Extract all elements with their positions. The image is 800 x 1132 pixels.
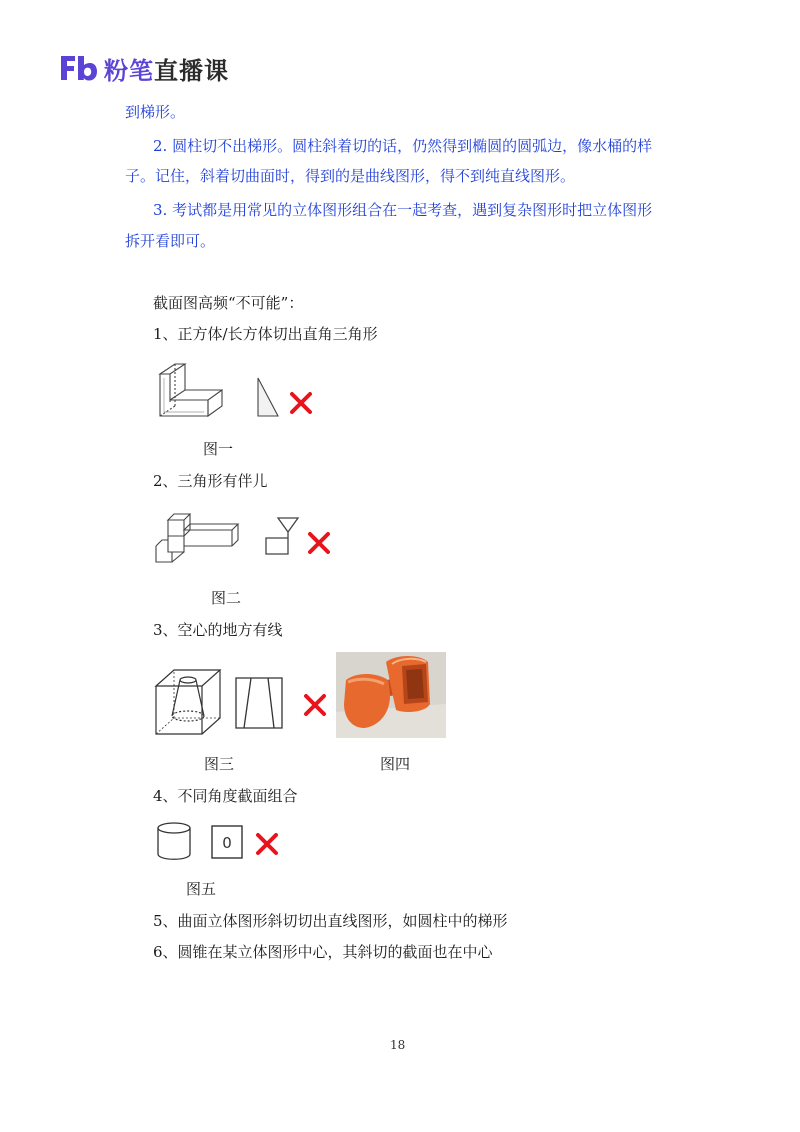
figure-2-illustration <box>150 510 340 570</box>
cube-arrangement-icon <box>156 514 238 562</box>
page-number: 18 <box>390 1038 406 1052</box>
note-item3-line2: 拆开看即可。 <box>125 232 216 250</box>
figure-1-illustration <box>150 360 330 420</box>
logo-wordmark <box>104 51 229 86</box>
point-4: 4、不同角度截面组合 <box>153 787 298 805</box>
section-heading: 截面图高频“不可能”： <box>153 294 304 312</box>
cross-mark-icon-2 <box>310 534 328 552</box>
point-2: 2、三角形有伴儿 <box>153 472 268 490</box>
point-6: 6、圆锥在某立体图形中心，其斜切的截面也在中心 <box>153 943 493 961</box>
brand-logo <box>58 50 229 86</box>
trapezoid-cross-section-icon <box>236 678 282 728</box>
caption-fig3: 图三 <box>204 755 235 773</box>
caption-fig1: 图一 <box>203 440 234 458</box>
logo-brand-text: 粉笔 <box>104 56 154 85</box>
caption-fig4: 图四 <box>380 755 411 773</box>
l-shaped-block-icon <box>160 364 222 416</box>
note-item2-line1: 2. 圆柱切不出梯形。圆柱斜着切的话，仍然得到椭圆的圆弧边，像水桶的样 <box>153 137 653 155</box>
logo-course-text: 直播课 <box>154 56 229 85</box>
cross-mark-icon-3 <box>306 696 324 714</box>
cylinder-icon <box>158 823 190 859</box>
point-1: 1、正方体/长方体切出直角三角形 <box>153 325 378 343</box>
figure-5-illustration <box>150 820 290 866</box>
note-line-0: 到梯形。 <box>125 103 186 121</box>
figure-4-photo <box>336 652 446 738</box>
caption-fig2: 图二 <box>211 589 242 607</box>
note-item3-line1: 3. 考试都是用常见的立体图形组合在一起考查，遇到复杂图形时把立体图形 <box>153 201 653 219</box>
cube-with-hollow-cone-icon <box>156 670 220 734</box>
point-5: 5、曲面立体图形斜切切出直线图形，如圆柱中的梯形 <box>153 912 508 930</box>
point-3: 3、空心的地方有线 <box>153 621 283 639</box>
figure-3-illustration <box>150 664 340 744</box>
triangle-over-square-icon <box>266 518 298 554</box>
fb-logo-icon <box>58 52 98 84</box>
cross-mark-icon <box>292 394 310 412</box>
caption-fig5: 图五 <box>186 880 217 898</box>
oval-digit: 0 <box>222 834 232 852</box>
right-triangle-icon <box>258 378 278 416</box>
note-item2-line2: 子。记住，斜着切曲面时，得到的是曲线图形，得不到纯直线图形。 <box>125 167 576 185</box>
cross-mark-icon-4 <box>258 835 276 853</box>
